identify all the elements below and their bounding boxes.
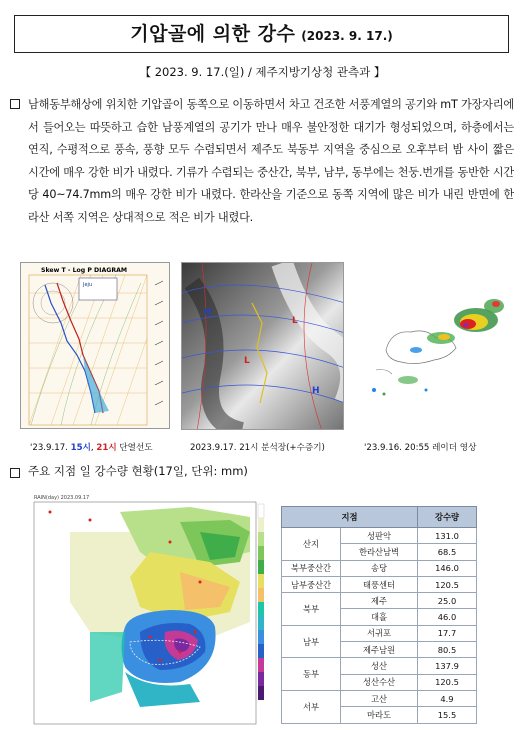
rainfall-value-cell: 15.5 [418,707,477,723]
caption-time-21: 21시 [96,443,117,453]
svg-text:H: H [204,308,212,318]
satellite-analysis-map [181,262,344,430]
site-cell: 성판악 [341,528,418,544]
rainfall-value-cell: 4.9 [418,690,477,706]
table-header-row [282,507,477,528]
summary-paragraph: 남해동부해상에 위치한 기압골이 동쪽으로 이동하면서 차고 건조한 서풍계열의 공기와 mT 가장자리에서 들어오는 따뜻하고 습한 남풍계열의 공기가 만나 매우 불안정한 대기가 형성되었으며, 하층에서는 연직, 수평적으로 풍속, 풍향 모두 수렴되면서 제주도 북동부 지역을 중심으로 오후부터 밤 사이 짧은 시간에 매우 강한 비가 내렸다. 기류가 수렴되는 중산간, 북부, 남부, 동부에는 천둥.번개를 동반한 시간당 40~74.7mm의 매우 강한 비가 내렸다. 한라산을 기준으로 동쪽 지역에 많은 비가 내린 반면에 한라산 서쪽 지역은 상대적으로 적은 비가 내렸다. [28,98,514,224]
checkbox-square-icon-2 [10,468,20,478]
table-row [282,528,477,544]
rain-color-scale [258,504,264,700]
title-box [14,15,509,53]
rainfall-value-cell: 17.7 [418,625,477,641]
rainfall-table [281,506,477,724]
site-cell: 한라산남벽 [341,544,418,560]
site-cell: 대흘 [341,609,418,625]
rainfall-value-cell: 137.9 [418,658,477,674]
region-cell: 서부 [282,690,341,723]
rainfall-value-cell: 25.0 [418,593,477,609]
rain-distribution-map [30,492,270,730]
section-title: 주요 지점 일 강수량 현황(17일, 단위: mm) [28,464,248,478]
page-title-date: (2023. 9. 17.) [301,29,393,43]
skewt-header: Skew T - Log P DIAGRAM [41,267,128,274]
header-site: 지점 [282,507,418,528]
header-rainfall: 강수량 [418,507,477,528]
caption-time-15: 15시 [70,443,91,453]
radar-caption: '23.9.16. 20:55 레이더 영상 [364,443,477,453]
page-title: 기압골에 의한 강수 [130,23,296,45]
site-cell: 성산 [341,658,418,674]
region-cell: 남부 [282,625,341,658]
rainfall-value-cell: 131.0 [418,528,477,544]
radar-image [356,290,514,408]
table-row [282,658,477,674]
checkbox-square-icon [10,99,20,109]
region-cell: 북부중산간 [282,560,341,576]
site-cell: 성산수산 [341,674,418,690]
rainmap-header: RAIN(day) 2023.09.17 [34,495,90,501]
region-cell: 동부 [282,658,341,691]
rainfall-value-cell: 120.5 [418,674,477,690]
site-cell: 태풍센터 [341,576,418,592]
site-cell: 고산 [341,690,418,706]
skewt-diagram [20,262,170,429]
site-cell: 제주 [341,593,418,609]
dewpoint-profile [45,285,95,413]
table-row [282,576,477,592]
site-cell: 송당 [341,560,418,576]
svg-text:L: L [244,356,250,366]
table-row [282,690,477,706]
region-cell: 남부중산간 [282,576,341,592]
report-subtitle: 【 2023. 9. 17.(일) / 제주지방기상청 관측과 】 [139,65,386,79]
rainfall-value-cell: 68.5 [418,544,477,560]
rainfall-value-cell: 80.5 [418,642,477,658]
satellite-caption: 2023.9.17. 21시 분석장(+수증기) [190,443,325,453]
svg-text:L: L [292,316,298,326]
skewt-caption: '23.9.17. 15시, 21시 단열선도 [30,443,153,453]
table-row [282,625,477,641]
region-cell: 북부 [282,593,341,626]
site-cell: 제주남원 [341,642,418,658]
site-cell: 마라도 [341,707,418,723]
rainfall-value-cell: 120.5 [418,576,477,592]
rainfall-value-cell: 146.0 [418,560,477,576]
table-row [282,593,477,609]
skewt-station-label: Jeju [83,282,93,288]
rainfall-value-cell: 46.0 [418,609,477,625]
svg-text:H: H [312,386,320,396]
table-row [282,560,477,576]
hodograph-circle [33,283,73,323]
site-cell: 서귀포 [341,625,418,641]
region-cell: 산지 [282,528,341,561]
